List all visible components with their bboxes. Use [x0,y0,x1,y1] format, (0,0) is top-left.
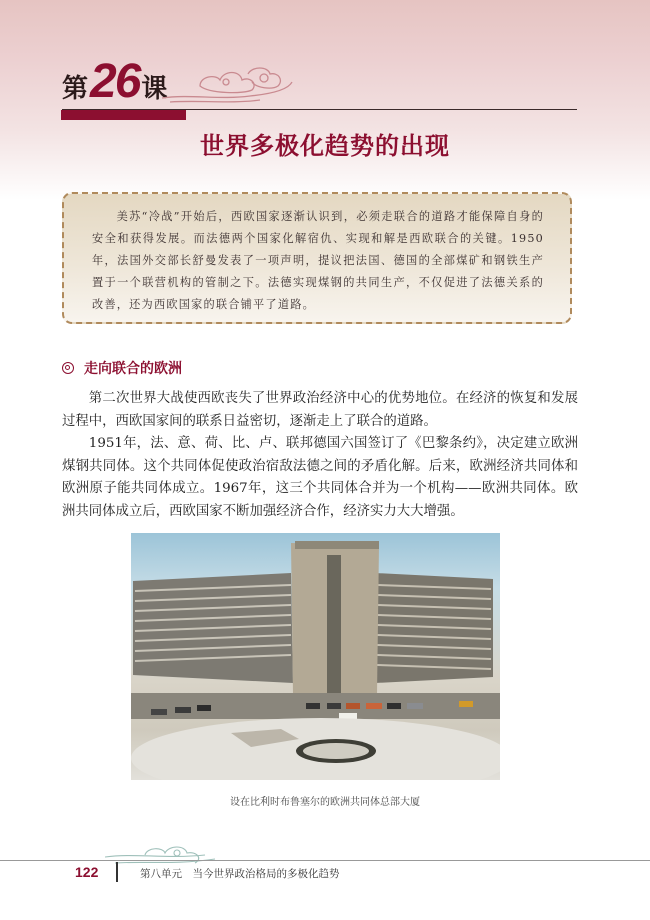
footer-separator [116,862,118,882]
body-text [62,388,578,523]
lesson-prefix: 第 [62,74,89,104]
double-circle-icon [62,362,74,374]
intro-text: 美苏“冷战”开始后，西欧国家逐渐认识到，必须走联合的道路才能保障自身的安全和获得发展。而法德两个国家化解宿仇、实现和解是西欧联合的关键。1950年，法国外交部长舒曼发表了一项声明，提议把法国、德国的全部煤矿和钢铁生产置于一个联营机构的管制之下。法德实现煤钢的共同生产，不仅促进了法德关系的改善，还为西欧国家的联合铺平了道路。 [92,210,544,311]
cloud-ornament-icon [160,64,300,108]
section-heading-text: 走向联合的欧洲 [84,361,182,377]
section-heading [62,358,182,378]
footer-rule [0,860,650,861]
photo-caption: 设在比利时布鲁塞尔的欧洲共同体总部大厦 [230,797,420,808]
page-number: 122 [75,864,99,880]
ec-headquarters-photo [131,533,500,780]
paragraph: 1951年，法、意、荷、比、卢、联邦德国六国签订了《巴黎条约》，决定建立欧洲煤钢共同体。这个共同体促使政治宿敌法德之间的矛盾化解。后来，欧洲经济共同体和欧洲原子能共同体成立。1967年，这三个共同体合并为一个机构——欧洲共同体。欧洲共同体成立后，西欧国家不断加强经济合作，经济实力大大增强。 [62,436,578,519]
unit-title: 第八单元 当今世界政治格局的多极化趋势 [140,868,340,880]
lesson-label [62,55,168,108]
lesson-suffix: 课 [141,74,168,104]
lesson-title: 世界多极化趋势的出现 [200,132,450,160]
title-accent-bar [61,110,186,120]
lesson-number: 26 [90,55,140,108]
paragraph: 第二次世界大战使西欧丧失了世界政治经济中心的优势地位。在经济的恢复和发展过程中，西欧国家间的联系日益密切，逐渐走上了联合的道路。 [62,391,578,429]
intro-box [62,192,572,324]
